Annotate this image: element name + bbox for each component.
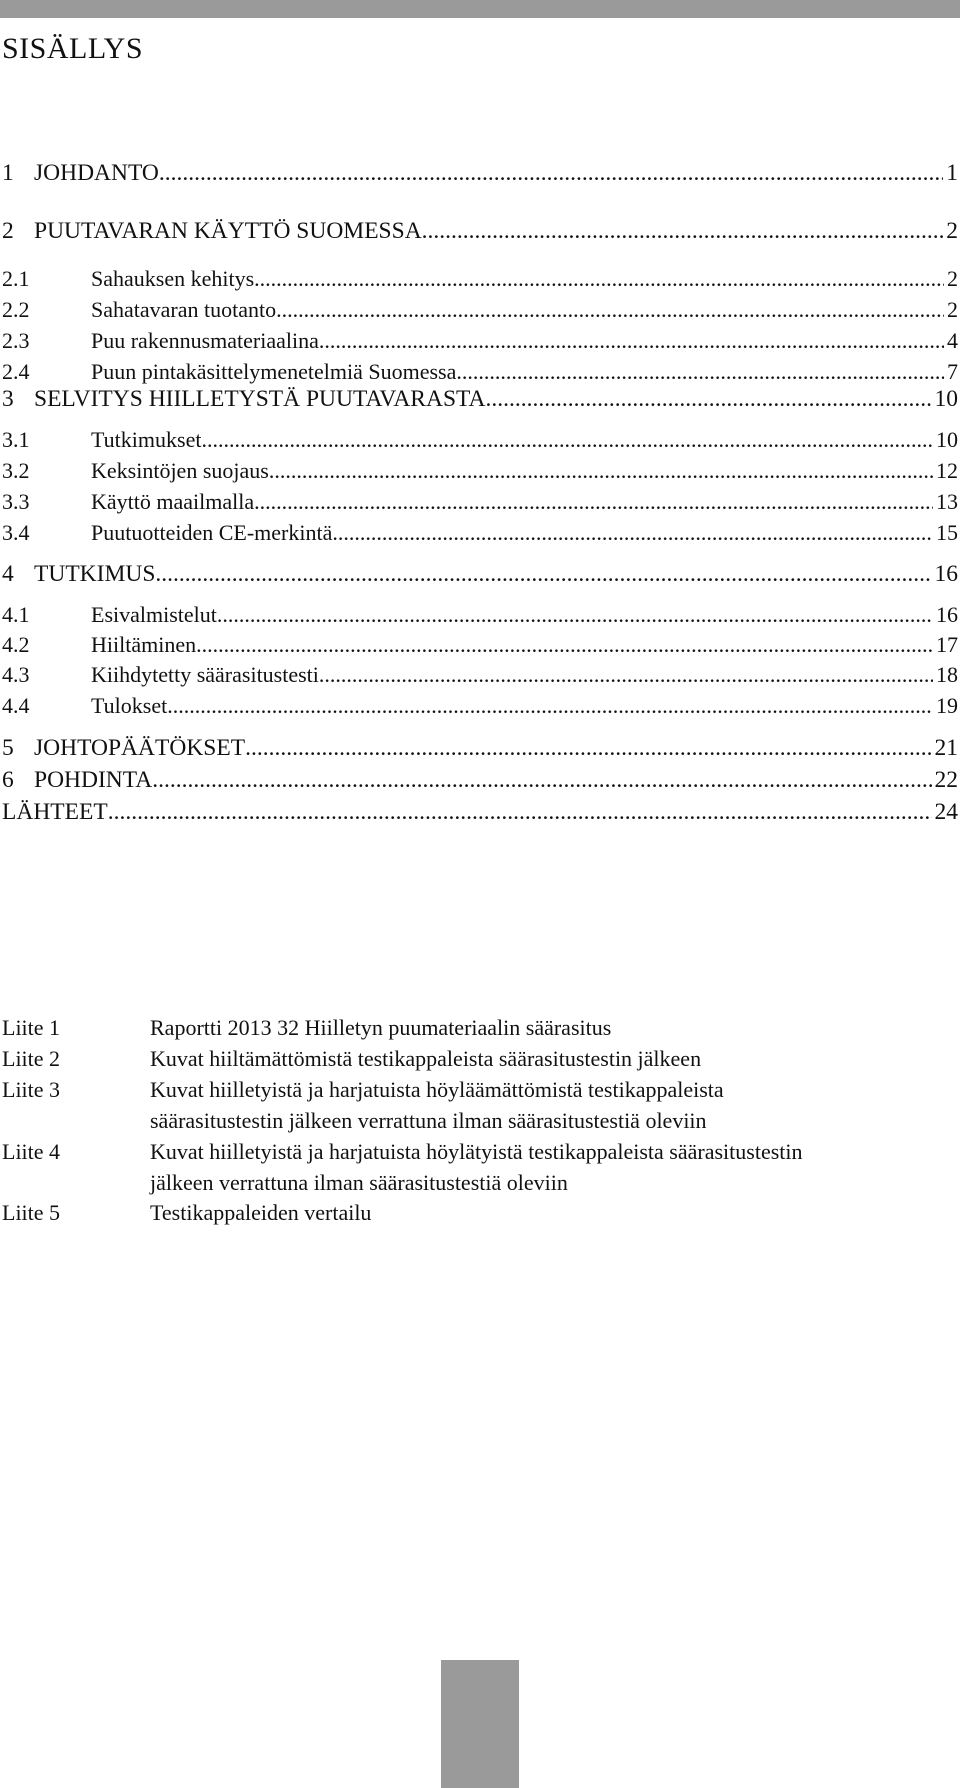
toc-entry[interactable] bbox=[0, 693, 958, 723]
appendix-description: Kuvat hiilletyistä ja harjatuista höylätyistä testikappaleista säärasitustestin bbox=[150, 1139, 803, 1164]
toc-entry-number: 6 bbox=[2, 767, 14, 793]
toc-entry-page: 2 bbox=[947, 266, 958, 291]
toc-entry-number: 3.4 bbox=[2, 520, 30, 545]
toc-entry-number: 5 bbox=[2, 735, 14, 761]
toc-entry-label: Tulokset bbox=[91, 693, 168, 718]
toc-entry-page: 19 bbox=[936, 693, 958, 718]
toc-entry[interactable] bbox=[0, 735, 958, 765]
toc-entry-page: 1 bbox=[946, 160, 958, 186]
toc-entry-number: 2.1 bbox=[2, 266, 30, 291]
toc-entry-page: 12 bbox=[936, 458, 958, 483]
toc-entry-number: 2.4 bbox=[2, 359, 30, 384]
toc-entry-number: 3 bbox=[2, 386, 14, 412]
toc-entry[interactable] bbox=[0, 799, 958, 829]
toc-dot-leader bbox=[319, 328, 944, 354]
toc-entry-label: PUUTAVARAN KÄYTTÖ SUOMESSA bbox=[34, 218, 422, 244]
toc-entry-page: 17 bbox=[936, 632, 958, 657]
toc-entry[interactable] bbox=[0, 632, 958, 662]
top-decorative-bar bbox=[0, 0, 960, 18]
page-number-block bbox=[441, 1660, 519, 1788]
toc-entry-page: 10 bbox=[934, 386, 958, 412]
toc-entry[interactable] bbox=[0, 489, 958, 519]
appendix-label: Liite 2 bbox=[2, 1046, 61, 1071]
toc-entry-label: Kiihdytetty säärasitustesti bbox=[91, 662, 319, 687]
toc-entry-page: 13 bbox=[936, 489, 958, 514]
toc-entry[interactable] bbox=[0, 602, 958, 632]
toc-entry-label: POHDINTA bbox=[34, 767, 153, 793]
toc-entry-number: 2.2 bbox=[2, 297, 30, 322]
toc-entry-label: Puun pintakäsittelymenetelmiä Suomessa bbox=[91, 359, 457, 384]
appendix-description: Testikappaleiden vertailu bbox=[150, 1200, 372, 1225]
toc-entry[interactable] bbox=[0, 767, 958, 797]
toc-dot-leader bbox=[269, 458, 933, 484]
toc-dot-leader bbox=[319, 662, 933, 688]
toc-entry-page: 22 bbox=[934, 767, 958, 793]
toc-entry[interactable] bbox=[0, 359, 958, 389]
toc-entry-page: 4 bbox=[947, 328, 958, 353]
toc-entry-page: 7 bbox=[947, 359, 958, 384]
toc-entry[interactable] bbox=[0, 218, 958, 248]
toc-entry-label: SELVITYS HIILLETYSTÄ PUUTAVARASTA bbox=[34, 386, 486, 412]
toc-entry-number: 4.4 bbox=[2, 693, 30, 718]
toc-dot-leader bbox=[245, 735, 931, 762]
toc-entry-number: 4 bbox=[2, 561, 14, 587]
toc-entry-label: Hiiltäminen bbox=[91, 632, 197, 657]
toc-entry[interactable] bbox=[0, 561, 958, 591]
appendix-label: Liite 1 bbox=[2, 1015, 61, 1040]
toc-entry-label: JOHDANTO bbox=[34, 160, 159, 186]
toc-entry-label: Puutuotteiden CE-merkintä bbox=[91, 520, 333, 545]
toc-dot-leader bbox=[485, 386, 931, 413]
toc-entry-page: 21 bbox=[934, 735, 958, 761]
toc-entry-number: 1 bbox=[2, 160, 14, 186]
toc-entry[interactable] bbox=[0, 662, 958, 692]
toc-entry-number: 3.1 bbox=[2, 427, 30, 452]
toc-dot-leader bbox=[201, 427, 933, 453]
toc-entry-page: 18 bbox=[936, 662, 958, 687]
toc-dot-leader bbox=[155, 561, 931, 588]
toc-entry-label: Käyttö maailmalla bbox=[91, 489, 255, 514]
toc-dot-leader bbox=[254, 266, 944, 292]
appendix-description: jälkeen verrattuna ilman säärasitustestiä oleviin bbox=[150, 1170, 568, 1195]
appendix-label: Liite 4 bbox=[2, 1139, 61, 1164]
toc-entry-label: Keksintöjen suojaus bbox=[91, 458, 269, 483]
toc-entry-number: 2 bbox=[2, 218, 14, 244]
toc-entry-number: 4.2 bbox=[2, 632, 30, 657]
appendix-description: Raportti 2013 32 Hiilletyn puumateriaalin säärasitus bbox=[150, 1015, 612, 1040]
toc-dot-leader bbox=[276, 297, 944, 323]
toc-entry[interactable] bbox=[0, 520, 958, 550]
page-title: SISÄLLYS bbox=[2, 32, 144, 65]
toc-dot-leader bbox=[332, 520, 933, 546]
toc-entry[interactable] bbox=[0, 458, 958, 488]
toc-entry-page: 15 bbox=[936, 520, 958, 545]
toc-entry-page: 24 bbox=[934, 799, 958, 825]
toc-entry-page: 2 bbox=[947, 297, 958, 322]
toc-entry-label: Puu rakennusmateriaalina bbox=[91, 328, 319, 353]
toc-dot-leader bbox=[159, 160, 943, 187]
toc-dot-leader bbox=[108, 799, 932, 826]
toc-dot-leader bbox=[254, 489, 933, 515]
toc-entry[interactable] bbox=[0, 328, 958, 358]
toc-entry-label: Sahatavaran tuotanto bbox=[91, 297, 277, 322]
toc-entry[interactable] bbox=[0, 297, 958, 327]
toc-entry-page: 2 bbox=[946, 218, 958, 244]
toc-dot-leader bbox=[167, 693, 933, 719]
toc-dot-leader bbox=[217, 602, 933, 628]
toc-entry[interactable] bbox=[0, 427, 958, 457]
toc-entry-label: Esivalmistelut bbox=[91, 602, 217, 627]
toc-entry-number: 4.1 bbox=[2, 602, 30, 627]
toc-dot-leader bbox=[196, 632, 933, 658]
toc-entry[interactable] bbox=[0, 386, 958, 416]
toc-entry-page: 16 bbox=[934, 561, 958, 587]
toc-entry-label: Sahauksen kehitys bbox=[91, 266, 255, 291]
toc-entry-page: 10 bbox=[936, 427, 958, 452]
toc-dot-leader bbox=[422, 218, 944, 245]
toc-entry-label: Tutkimukset bbox=[91, 427, 202, 452]
toc-entry[interactable] bbox=[0, 266, 958, 296]
appendix-description: Kuvat hiilletyistä ja harjatuista höyläämättömistä testikappaleista bbox=[150, 1077, 724, 1102]
toc-dot-leader bbox=[456, 359, 944, 385]
toc-entry-label: JOHTOPÄÄTÖKSET bbox=[34, 735, 246, 761]
toc-entry-number: 2.3 bbox=[2, 328, 30, 353]
appendix-description: säärasitustestin jälkeen verrattuna ilman säärasitustestiä oleviin bbox=[150, 1108, 707, 1133]
appendix-description: Kuvat hiiltämättömistä testikappaleista säärasitustestin jälkeen bbox=[150, 1046, 702, 1071]
toc-entry-number: 3.2 bbox=[2, 458, 30, 483]
toc-entry-number: 3.3 bbox=[2, 489, 30, 514]
toc-entry-label: TUTKIMUS bbox=[34, 561, 156, 587]
toc-dot-leader bbox=[152, 767, 931, 794]
toc-entry-page: 16 bbox=[936, 602, 958, 627]
appendix-label: Liite 5 bbox=[2, 1200, 61, 1225]
appendix-label: Liite 3 bbox=[2, 1077, 61, 1102]
toc-entry-number: 4.3 bbox=[2, 662, 30, 687]
toc-entry-label: LÄHTEET bbox=[2, 799, 108, 825]
toc-entry[interactable] bbox=[0, 160, 958, 190]
